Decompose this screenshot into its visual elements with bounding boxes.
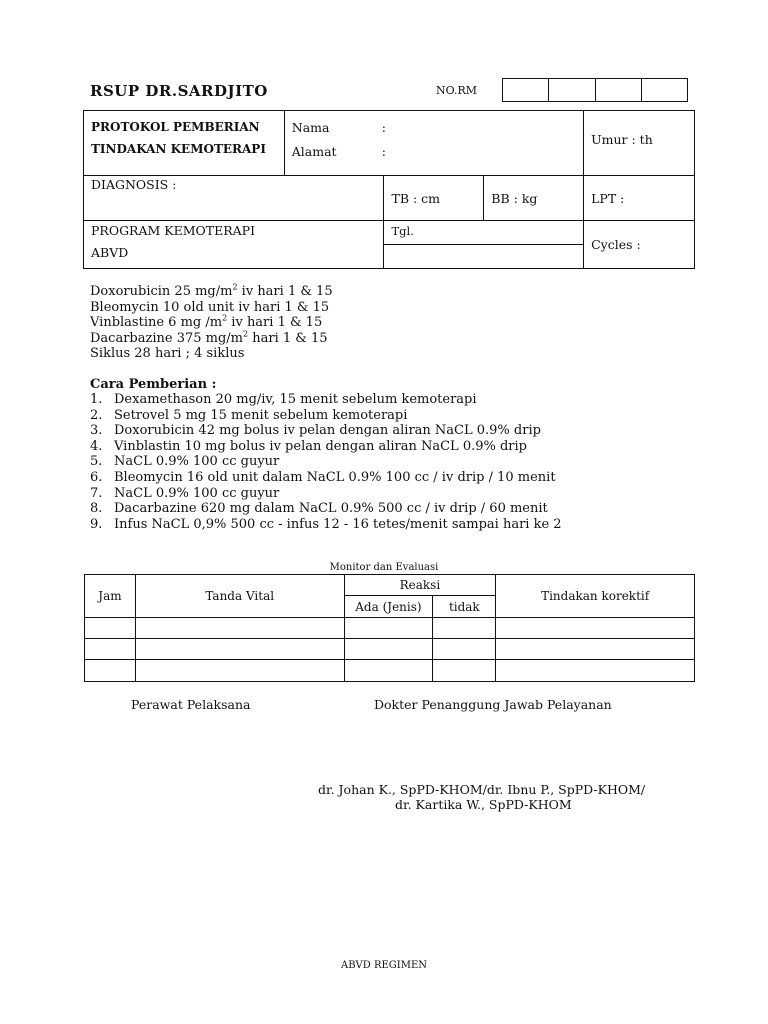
col-header-tindakan: Tindakan korektif: [496, 575, 695, 618]
monitor-table: [84, 574, 695, 682]
no-rm-box[interactable]: [503, 79, 549, 101]
no-rm-label: NO.RM: [436, 84, 478, 97]
umur-cell[interactable]: [584, 111, 695, 176]
regimen-line: Siklus 28 hari ; 4 siklus: [90, 346, 245, 362]
lpt-label: LPT :: [591, 190, 625, 206]
list-item: 5. NaCL 0.9% 100 cc guyur: [90, 454, 280, 470]
bb-label: BB : kg: [491, 190, 538, 206]
regimen-line: Doxorubicin 25 $mg/m^2$ iv hari 1 & 15: [90, 282, 333, 299]
nama-label: Nama: [291, 120, 330, 135]
lpt-cell[interactable]: [584, 176, 695, 221]
perawat-label: Perawat Pelaksana: [131, 697, 251, 712]
table-cell[interactable]: [433, 639, 496, 660]
table-row[interactable]: [85, 618, 695, 639]
table-cell[interactable]: [496, 618, 695, 639]
table-cell[interactable]: [433, 660, 496, 682]
table-cell[interactable]: [496, 660, 695, 682]
bb-cell[interactable]: [484, 176, 584, 221]
table-cell[interactable]: [135, 618, 344, 639]
col-header-jam: Jam: [85, 575, 136, 618]
regimen-line: Vinblastine 6 mg $/m^2$ iv hari 1 & 15: [90, 313, 323, 331]
footer-label: ABVD REGIMEN: [340, 960, 428, 971]
list-item: 8. Dacarbazine 620 mg dalam NaCL 0.9% 500 cc / iv drip / 60 menit: [90, 501, 548, 517]
table-cell[interactable]: [135, 660, 344, 682]
alamat-colon: :: [381, 144, 386, 159]
table-row[interactable]: [85, 660, 695, 682]
list-item: 7. NaCL 0.9% 100 cc guyur: [90, 485, 280, 501]
umur-label: Umur : th: [591, 132, 653, 147]
table-cell[interactable]: [433, 618, 496, 639]
table-cell[interactable]: [85, 660, 136, 682]
col-header-ada: Ada (Jenis): [344, 596, 433, 618]
monitor-title: Monitor dan Evaluasi: [329, 562, 439, 573]
list-item: 2. Setrovel 5 mg 15 menit sebelum kemoterapi: [90, 407, 408, 423]
tgl-value-cell[interactable]: [384, 245, 584, 269]
program-label: PROGRAM KEMOTERAPI: [91, 223, 256, 238]
no-rm-box[interactable]: [596, 79, 642, 101]
list-item: 3. Doxorubicin 42 mg bolus iv pelan dengan aliran NaCL 0.9% drip: [90, 423, 541, 439]
hospital-name: RSUP DR.SARDJITO: [90, 82, 268, 100]
table-cell[interactable]: [85, 618, 136, 639]
regimen-list: [90, 284, 333, 362]
table-cell[interactable]: [85, 639, 136, 660]
tgl-cell[interactable]: [384, 221, 584, 245]
no-rm-box[interactable]: [642, 79, 687, 101]
program-value: ABVD: [91, 245, 129, 260]
identity-cell[interactable]: [284, 111, 583, 176]
tgl-label: Tgl.: [391, 224, 414, 238]
col-header-tanda-vital: Tanda Vital: [135, 575, 344, 618]
list-item: 6. Bleomycin 16 old unit dalam NaCL 0.9% 100 cc / iv drip / 10 menit: [90, 469, 556, 485]
diagnosis-cell[interactable]: [84, 176, 384, 221]
patient-info-table: [83, 110, 695, 269]
tb-cell[interactable]: [384, 176, 484, 221]
no-rm-box[interactable]: [549, 79, 595, 101]
cara-pemberian-list: [90, 392, 562, 532]
table-row[interactable]: [85, 639, 695, 660]
dokter-label: Dokter Penanggung Jawab Pelayanan: [374, 697, 612, 712]
table-cell[interactable]: [344, 660, 433, 682]
form-title-line1: PROTOKOL PEMBERIAN: [91, 120, 260, 134]
col-header-reaksi: Reaksi: [344, 575, 496, 596]
nama-colon: :: [381, 120, 386, 135]
list-item: 4. Vinblastin 10 mg bolus iv pelan dengan aliran NaCL 0.9% drip: [90, 438, 527, 454]
diagnosis-label: DIAGNOSIS :: [91, 177, 177, 192]
no-rm-boxes[interactable]: [502, 78, 688, 102]
doctors-line2: dr. Kartika W., SpPD-KHOM: [395, 797, 572, 812]
form-title-line2: TINDAKAN KEMOTERAPI: [91, 142, 266, 156]
table-cell[interactable]: [135, 639, 344, 660]
list-item: 9. Infus NaCL 0,9% 500 cc - infus 12 - 16 tetes/menit sampai hari ke 2: [90, 516, 562, 532]
table-cell[interactable]: [496, 639, 695, 660]
doctors-line1: dr. Johan K., SpPD-KHOM/dr. Ibnu P., SpPD-KHOM/: [318, 782, 646, 797]
table-cell[interactable]: [344, 639, 433, 660]
alamat-label: Alamat: [291, 144, 337, 159]
cycles-label: Cycles :: [591, 237, 641, 252]
table-cell[interactable]: [344, 618, 433, 639]
regimen-line: Bleomycin 10 old unit iv hari 1 & 15: [90, 299, 330, 315]
cara-pemberian-title: Cara Pemberian :: [90, 377, 217, 392]
list-item: 1. Dexamethason 20 mg/iv, 15 menit sebelum kemoterapi: [90, 392, 477, 407]
cycles-cell[interactable]: [584, 221, 695, 269]
tb-label: TB : cm: [391, 190, 441, 206]
form-title-cell: [84, 111, 285, 176]
program-cell: [84, 221, 384, 269]
col-header-tidak: tidak: [433, 596, 496, 618]
regimen-line: Dacarbazine 375 $mg/m^2$ hari 1 & 15: [90, 329, 328, 346]
